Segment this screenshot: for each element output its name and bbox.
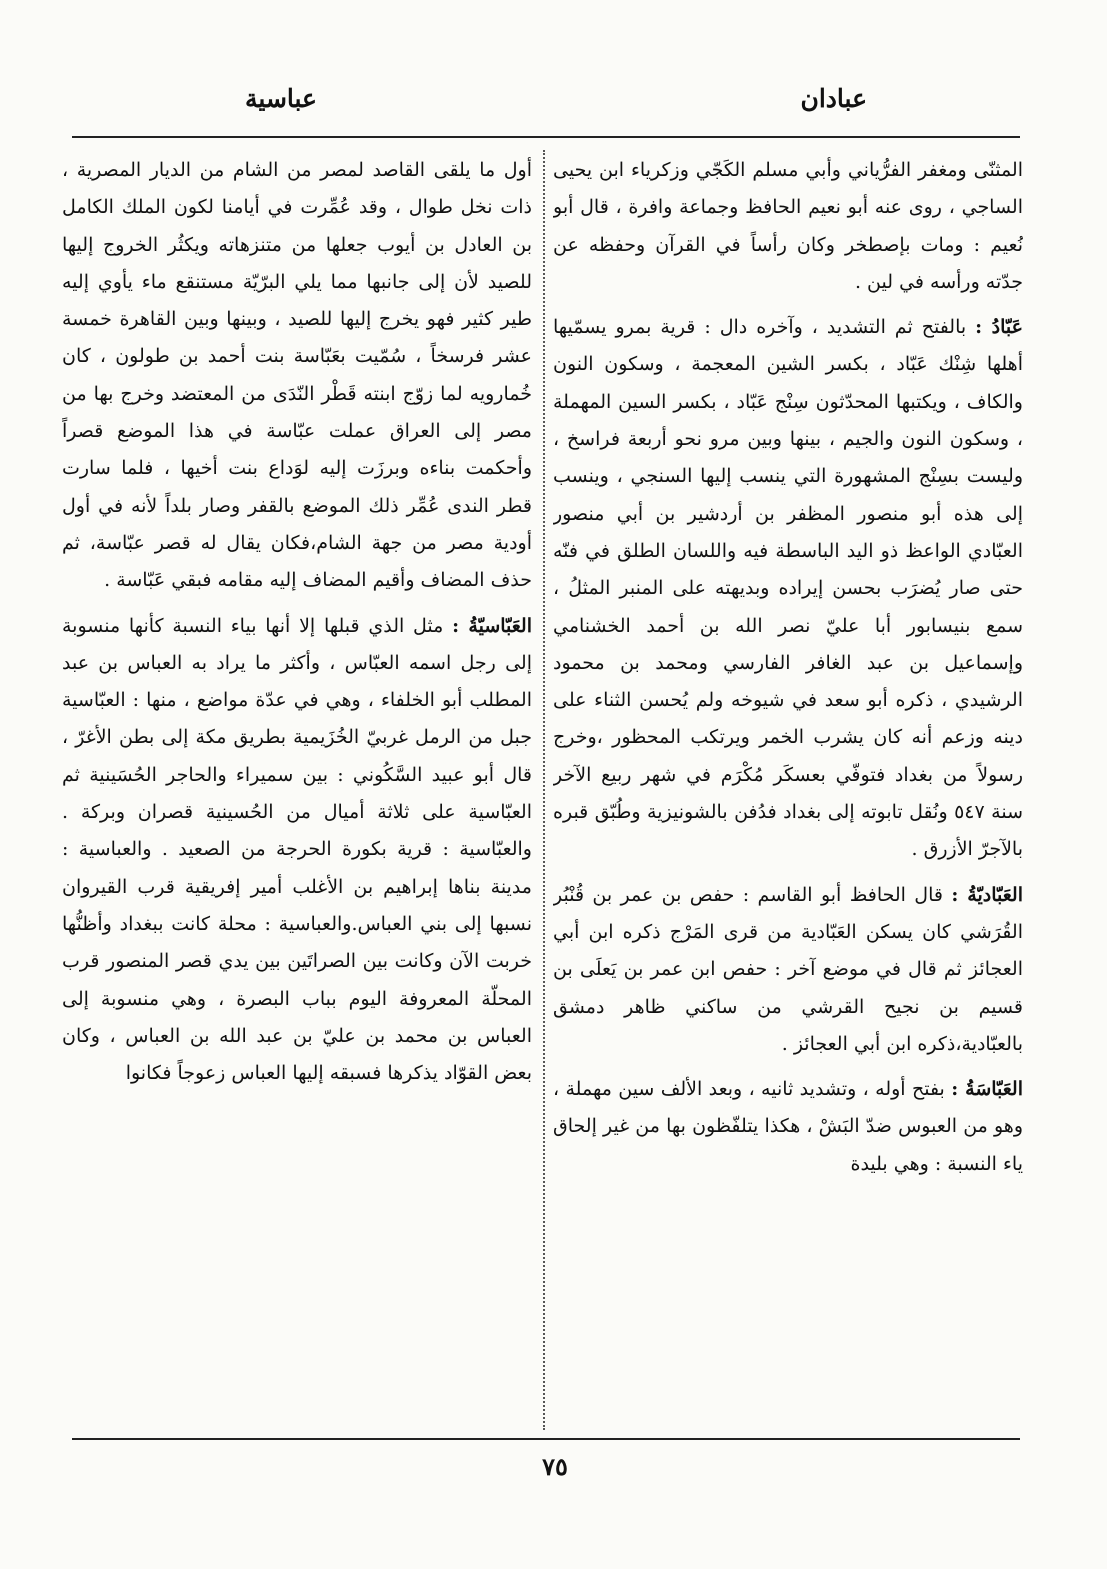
entry-abbasa (553, 1071, 1023, 1183)
entry-headword: العَبّاديّةُ : (951, 883, 1023, 906)
continuation-paragraph: المثنّى ومغفر الفرُّياني وأبي مسلم الكَجّي وزكرياء ابن يحيى الساجي ، روى عنه أبو نعيم الحافظ وجماعة وافرة ، قال أبو نُعيم : ومات بإصطخر وكان رأساً في القرآن وحفظه عن جدّته ورأسه في لين . (553, 159, 1023, 293)
column-divider (543, 150, 545, 1430)
entry-text: بفتح أوله ، وتشديد ثانيه ، وبعد الألف سين مهملة ، وهو من العبوس ضدّ البَشْ ، هكذا يتلفّظون بها من غير إلحاق ياء النسبة : وهي بليدة (553, 1078, 1023, 1175)
entry-abbad (553, 309, 1023, 868)
entry-abbasiya (62, 608, 532, 1093)
page-number: ٧٥ (542, 1452, 568, 1481)
entry-headword: عَبّادُ : (975, 316, 1023, 339)
right-column (553, 152, 1023, 1434)
bottom-rule (72, 1438, 1020, 1440)
entry-headword: العَبّاسيّةُ : (452, 614, 532, 637)
entry-text: قال الحافظ أبو القاسم : حفص بن عمر بن قُنْبُر القُرَشي كان يسكن العَبّادية من قرى المَرْج ذكره ابن أبي العجائز ثم قال في موضع آخر : حفص ابن عمر بن يَعلَى بن قسيم بن نجيح القرشي من ساكني ظاهر دمشق بالعبّادية،ذكره ابن أبي العجائز . (553, 883, 1023, 1055)
entry-text: مثل الذي قبلها إلا أنها بياء النسبة كأنها منسوبة إلى رجل اسمه العبّاس ، وأكثر ما يراد به العباس بن عبد المطلب أبو الخلفاء ، وهي في عدّة مواضع ، منها : العبّاسية جبل من الرمل غربيّ الخُزَيمية بطريق مكة إلى بطن الأغرّ ، قال أبو عبيد السَّكُوني : بين سميراء والحاجر الحُسَينية ثم العبّاسية على ثلاثة أميال من الحُسينية قصران وبركة . والعبّاسية : قرية بكورة الحرجة من الصعيد . والعباسية : مدينة بناها إبراهيم بن الأغلب أمير إفريقية قرب القيروان نسبها إلى بني العباس.والعباسية : محلة كانت ببغداد وأظنُّها خربت الآن وكانت بين الصراتَين بين يدي قصر المنصور قرب المحلّة المعروفة اليوم بباب البصرة ، وهي منسوبة إلى العباس بن محمد بن عليّ بن عبد الله بن العباس ، وكان بعض القوّاد يذكرها فسبقه إليها العباس زعوجاً فكانوا (62, 614, 532, 1085)
top-rule (72, 136, 1020, 138)
left-column (62, 152, 532, 1434)
entry-headword: العَبّاسَةُ : (951, 1078, 1023, 1101)
header-right-title: عبادان (800, 84, 867, 113)
entry-abbadiya (553, 877, 1023, 1063)
continuation-paragraph: أول ما يلقى القاصد لمصر من الشام من الديار المصرية ، ذات نخل طوال ، وقد عُمِّرت في أيامنا لكون الملك الكامل بن العادل بن أيوب جعلها من متنزهاته ويكثُر الخروج إليها للصيد لأن إلى جانبها مما يلي البرّيّة مستنقع ماء يأوي إليه طير كثير فهو يخرج إليها للصيد ، وبينها وبين القاهرة خمسة عشر فرسخاً ، سُمّيت بعَبّاسة بنت أحمد بن طولون ، كان خُمارويه لما زوّج ابنته قَطْر النّدَى من المعتضد وخرج بها من مصر إلى العراق عملت عبّاسة في هذا الموضع قصراً وأحكمت بناءه وبرزَت إليه لوَداع بنت أخيها ، فلما سارت قطر الندى عُمِّر ذلك الموضع بالقفر وصار بلداً لأنه في أول أودية مصر من جهة الشام،فكان يقال له قصر عبّاسة، ثم حذف المضاف وأقيم المضاف إليه مقامه فبقي عَبّاسة . (62, 159, 532, 592)
header-left-title: عباسية (245, 84, 317, 113)
entry-text: بالفتح ثم التشديد ، وآخره دال : قرية بمرو يسمّيها أهلها شِنْك عَبّاد ، بكسر الشين المعجمة ، وسكون النون والكاف ، ويكتبها المحدّثون سِنْج عَبّاد ، بكسر السين المهملة ، وسكون النون والجيم ، بينها وبين مرو نحو أربعة فراسخ ، وليست بسِنْج المشهورة التي ينسب إليها السنجي ، وينسب إلى هذه أبو منصور المظفر بن أردشير بن أبي منصور العبّادي الواعظ ذو اليد الباسطة فيه واللسان الطلق في فنّه حتى صار يُضرَب بحسن إيراده وبديهته على المنبر المثلُ ، سمع بنيسابور أبا عليّ نصر الله بن أحمد الخشنامي وإسماعيل بن عبد الغافر الفارسي ومحمد بن محمود الرشيدي ، ذكره أبو سعد في شيوخه ولم يُحسن الثناء على دينه وزعم أنه كان يشرب الخمر ويرتكب المحظور ،وخرج رسولاً من بغداد فتوفّي بعسكَر مُكْرَم في شهر ربيع الآخر سنة ٥٤٧ ونُقل تابوته إلى بغداد فدُفن بالشونيزية وطُبّق قبره بالآجرّ الأزرق . (553, 316, 1023, 861)
